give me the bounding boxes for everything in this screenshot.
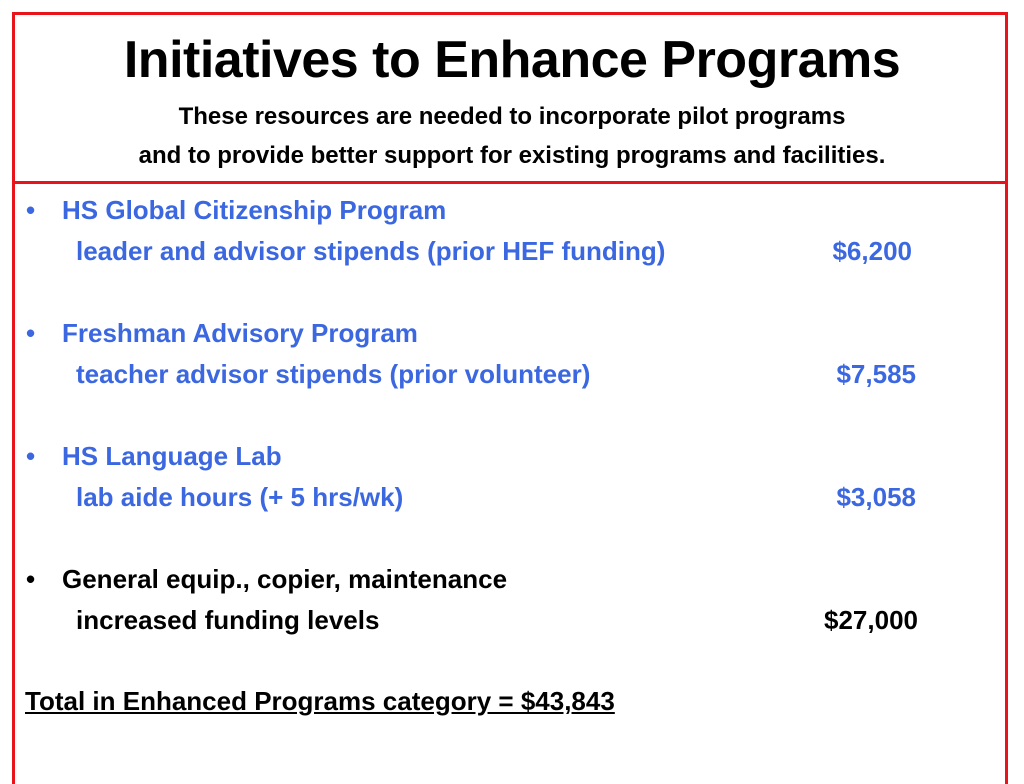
- slide-title: Initiatives to Enhance Programs: [123, 31, 901, 89]
- item-amount-language-lab: $3,058: [836, 482, 916, 512]
- item-detail-general-equipment: increased funding levels: [76, 605, 380, 635]
- bullet-icon: •: [26, 195, 36, 225]
- item-amount-general-equipment: $27,000: [824, 605, 918, 635]
- total-summary: Total in Enhanced Programs category = $43,843: [25, 686, 615, 716]
- bullet-icon: •: [26, 441, 36, 471]
- slide-subtitle-line2: and to provide better support for existing programs and facilities.: [138, 142, 886, 169]
- item-detail-freshman-advisory: teacher advisor stipends (prior volunteer): [76, 359, 591, 389]
- slide-subtitle-line1: These resources are needed to incorporate pilot programs: [178, 103, 846, 130]
- item-amount-freshman-advisory: $7,585: [836, 359, 916, 389]
- item-title-global-citizenship: HS Global Citizenship Program: [62, 195, 447, 225]
- item-title-freshman-advisory: Freshman Advisory Program: [62, 318, 418, 348]
- item-title-language-lab: HS Language Lab: [62, 441, 282, 471]
- item-amount-global-citizenship: $6,200: [832, 236, 912, 266]
- item-title-general-equipment: General equip., copier, maintenance: [62, 564, 508, 594]
- bullet-icon: •: [26, 564, 36, 594]
- bullet-icon: •: [26, 318, 36, 348]
- item-detail-global-citizenship: leader and advisor stipends (prior HEF funding): [76, 236, 666, 266]
- item-detail-language-lab: lab aide hours (+ 5 hrs/wk): [76, 482, 404, 512]
